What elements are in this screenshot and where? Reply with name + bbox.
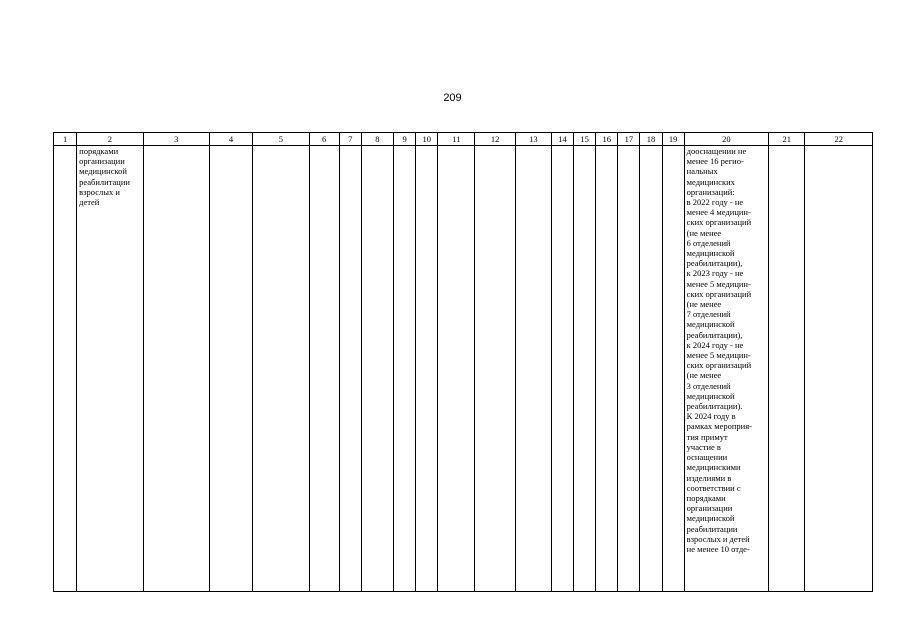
cell-text-line: медицинских bbox=[686, 176, 735, 187]
column-header-19: 19 bbox=[662, 133, 684, 146]
header-row bbox=[54, 133, 873, 146]
cell-text-line: в 2022 году - не bbox=[686, 197, 744, 208]
cell-col-20-text bbox=[685, 146, 769, 554]
cell-text-line: медицинской bbox=[686, 390, 735, 401]
column-header-18: 18 bbox=[640, 133, 662, 146]
column-header-11: 11 bbox=[438, 133, 475, 146]
cell-text-line: медицинской bbox=[686, 248, 735, 259]
cell-text-line: участие в bbox=[686, 441, 721, 452]
cell-text-line: организаций: bbox=[686, 186, 735, 197]
cell-col-22 bbox=[805, 146, 873, 592]
column-header-4: 4 bbox=[209, 133, 252, 146]
cell-text-line: изделиями в bbox=[686, 472, 732, 483]
cell-text-line: рамках мероприя- bbox=[686, 421, 752, 432]
cell-text-line: к 2023 году - не bbox=[686, 268, 744, 279]
column-header-15: 15 bbox=[574, 133, 596, 146]
table-row bbox=[54, 146, 873, 592]
cell-col-4 bbox=[209, 146, 252, 592]
cell-text-line: (не менее bbox=[686, 299, 722, 310]
cell-col-10 bbox=[416, 146, 438, 592]
cell-text-line: дооснащении не bbox=[686, 146, 747, 156]
cell-text-line: детей bbox=[79, 197, 100, 208]
column-header-6: 6 bbox=[309, 133, 339, 146]
cell-text-line: менее 4 медицин- bbox=[686, 207, 751, 218]
cell-text-line: реабилитации), bbox=[686, 258, 743, 269]
cell-col-17 bbox=[618, 146, 640, 592]
cell-col-20 bbox=[684, 146, 769, 592]
column-header-7: 7 bbox=[339, 133, 361, 146]
cell-col-14 bbox=[551, 146, 573, 592]
cell-text-line: реабилитации bbox=[686, 523, 738, 534]
cell-text-line: (не менее bbox=[686, 227, 722, 238]
page-number: 209 bbox=[443, 92, 462, 104]
cell-col-18 bbox=[640, 146, 662, 592]
column-header-8: 8 bbox=[361, 133, 393, 146]
column-header-9: 9 bbox=[394, 133, 416, 146]
cell-text-line: взрослых и детей bbox=[686, 533, 750, 544]
cell-text-line: взрослых и bbox=[79, 186, 120, 197]
cell-col-9 bbox=[394, 146, 416, 592]
cell-text-line: медицинской bbox=[686, 319, 735, 330]
column-header-2: 2 bbox=[77, 133, 143, 146]
cell-text-line: менее 16 регио- bbox=[686, 156, 744, 167]
cell-text-line: порядками bbox=[686, 492, 726, 503]
cell-text-line: реабилитации), bbox=[686, 329, 743, 340]
column-header-10: 10 bbox=[416, 133, 438, 146]
column-header-16: 16 bbox=[596, 133, 618, 146]
cell-text-line: нальных bbox=[686, 166, 718, 177]
data-table bbox=[53, 132, 873, 592]
cell-col-5 bbox=[253, 146, 309, 592]
cell-text-line: менее 5 медицин- bbox=[686, 350, 751, 361]
cell-text-line: ских организаций bbox=[686, 288, 752, 299]
cell-text-line: 7 отделений bbox=[686, 309, 731, 320]
cell-col-2-text bbox=[77, 146, 142, 207]
cell-col-19 bbox=[662, 146, 684, 592]
cell-text-line: ских организаций bbox=[686, 217, 752, 228]
cell-col-16 bbox=[596, 146, 618, 592]
cell-text-line: реабилитации bbox=[79, 176, 130, 187]
cell-text-line: медицинскими bbox=[686, 462, 741, 473]
cell-text-line: (не менее bbox=[686, 370, 722, 381]
cell-text-line: порядками bbox=[79, 146, 119, 156]
column-header-21: 21 bbox=[769, 133, 805, 146]
cell-text-line: медицинской bbox=[686, 513, 735, 524]
column-header-13: 13 bbox=[515, 133, 551, 146]
column-header-17: 17 bbox=[618, 133, 640, 146]
cell-text-line: К 2024 году в bbox=[686, 411, 736, 422]
column-header-14: 14 bbox=[551, 133, 573, 146]
cell-text-line: реабилитации). bbox=[686, 401, 743, 412]
cell-text-line: к 2024 году - не bbox=[686, 339, 744, 350]
column-header-22: 22 bbox=[805, 133, 873, 146]
column-header-1: 1 bbox=[54, 133, 77, 146]
cell-col-13 bbox=[515, 146, 551, 592]
cell-col-8 bbox=[361, 146, 393, 592]
cell-col-3 bbox=[143, 146, 209, 592]
cell-text-line: оснащении bbox=[686, 452, 728, 463]
cell-col-11 bbox=[438, 146, 475, 592]
cell-col-7 bbox=[339, 146, 361, 592]
cell-col-2 bbox=[77, 146, 143, 592]
cell-col-21 bbox=[769, 146, 805, 592]
cell-text-line: организации bbox=[79, 156, 125, 167]
cell-text-line: медицинской bbox=[79, 166, 127, 177]
cell-text-line: тия примут bbox=[686, 431, 728, 442]
column-header-20: 20 bbox=[684, 133, 769, 146]
cell-text-line: организации bbox=[686, 503, 733, 514]
cell-text-line: не менее 10 отде- bbox=[686, 543, 750, 554]
cell-text-line: ских организаций bbox=[686, 360, 752, 371]
cell-col-15 bbox=[574, 146, 596, 592]
column-header-5: 5 bbox=[253, 133, 309, 146]
cell-col-12 bbox=[475, 146, 515, 592]
cell-text-line: 3 отделений bbox=[686, 380, 731, 391]
cell-text-line: 6 отделений bbox=[686, 237, 731, 248]
cell-col-1 bbox=[54, 146, 77, 592]
cell-text-line: менее 5 медицин- bbox=[686, 278, 751, 289]
column-header-3: 3 bbox=[143, 133, 209, 146]
cell-text-line: соответствии с bbox=[686, 482, 741, 493]
cell-col-6 bbox=[309, 146, 339, 592]
column-header-12: 12 bbox=[475, 133, 515, 146]
